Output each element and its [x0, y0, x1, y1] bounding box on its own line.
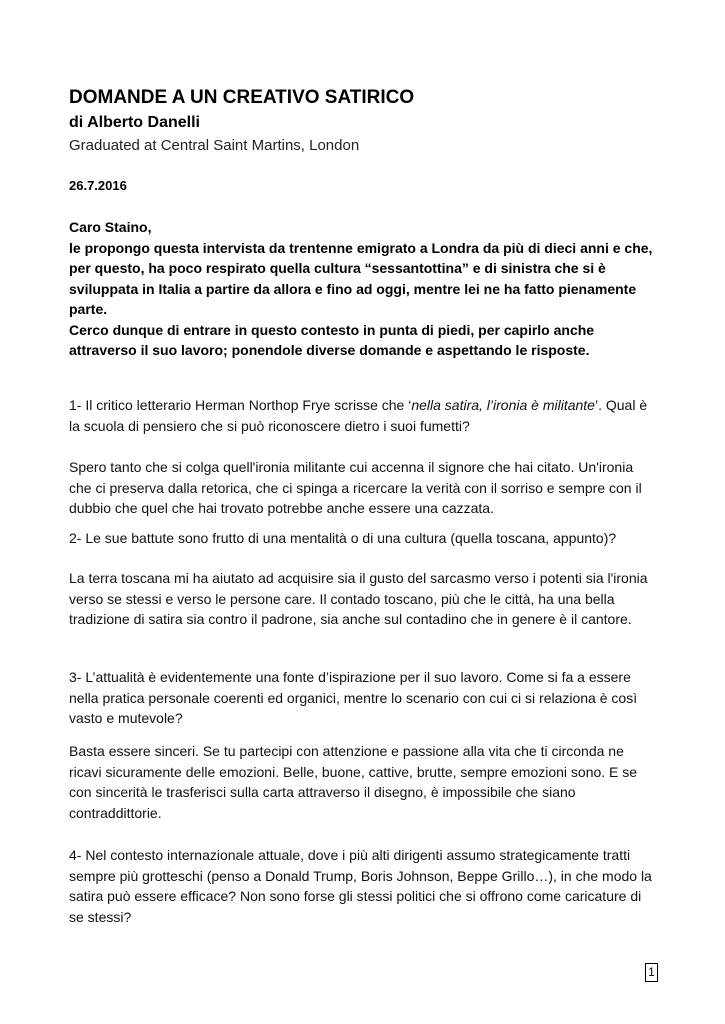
- question-1: [69, 395, 659, 436]
- author-line: di Alberto Danelli: [69, 114, 200, 131]
- answer-3: Basta essere sinceri. Se tu partecipi con attenzione e passione alla vita che ti circonda ne ricavi sicuramente delle emozioni. Belle, buone, cattive, brutte, sempre emozioni sono. E se con sincerità le trasferisci sulla carta attraverso il disegno, è impossibile che siano contraddittorie.: [69, 743, 638, 821]
- answer-1: Spero tanto che si colga quell'ironia militante cui accenna il signore che hai citato. Un'ironia che ci preserva dalla retorica, che ci spinga a ricercare la verità con il sorriso e sempre con il dubbio che quel che hai trovato potrebbe anche essere una cazzata.: [69, 459, 642, 516]
- letter-paragraph-1: le propongo questa intervista da trentenne emigrato a Londra da più di dieci anni e che, per questo, ha poco respirato quella cultura “sessantottina” e di sinistra che si è sviluppata in Italia a partire da allora e fino ad oggi, mentre lei ne ha fatto pienamente parte.: [69, 239, 653, 317]
- question-1-quote: nella satira, l’ironia è militante: [411, 397, 595, 413]
- cover-letter: [69, 217, 659, 361]
- question-3: 3- L’attualità è evidentemente una fonte d’ispirazione per il suo lavoro. Come si fa a essere nella pratica personale coerenti ed organici, mentre lo scenario con cui ci si relaziona è così vasto e mutevole?: [69, 669, 638, 726]
- letter-paragraph-2: Cerco dunque di entrare in questo contesto in punta di piedi, per capirlo anche attraverso il suo lavoro; ponendole diverse domande e aspettando le risposte.: [69, 321, 595, 358]
- question-2: 2- Le sue battute sono frutto di una mentalità o di una cultura (quella toscana, appunto)?: [69, 530, 617, 546]
- document-title: DOMANDE A UN CREATIVO SATIRICO: [69, 87, 415, 108]
- letter-salutation: Caro Staino,: [69, 219, 152, 235]
- question-1-text-before: 1- Il critico letterario Herman Northop Frye scrisse che ‘: [69, 397, 412, 413]
- page-number: 1: [645, 963, 658, 982]
- document-date: 26.7.2016: [69, 178, 127, 193]
- question-4: 4- Nel contesto internazionale attuale, dove i più alti dirigenti assumo strategicamente tratti sempre più grotteschi (penso a Donald Trump, Boris Johnson, Beppe Grillo…), in che modo la satira può essere efficace? Non sono forse gli stessi politici che si offrono come caricature di se stessi?: [69, 847, 652, 925]
- answer-2: La terra toscana mi ha aiutato ad acquisire sia il gusto del sarcasmo verso i potenti sia l'ironia verso se stessi e verso le persone care. Il contado toscano, più che le città, ha una bella tradizione di satira sia contro il padrone, sia anche sul contadino che in genere è il cantore.: [69, 570, 648, 627]
- author-affiliation: Graduated at Central Saint Martins, London: [69, 137, 360, 154]
- question-1-text-after: ’. Qual è la scuola di pensiero che si può riconoscere dietro i suoi fumetti?: [69, 397, 648, 434]
